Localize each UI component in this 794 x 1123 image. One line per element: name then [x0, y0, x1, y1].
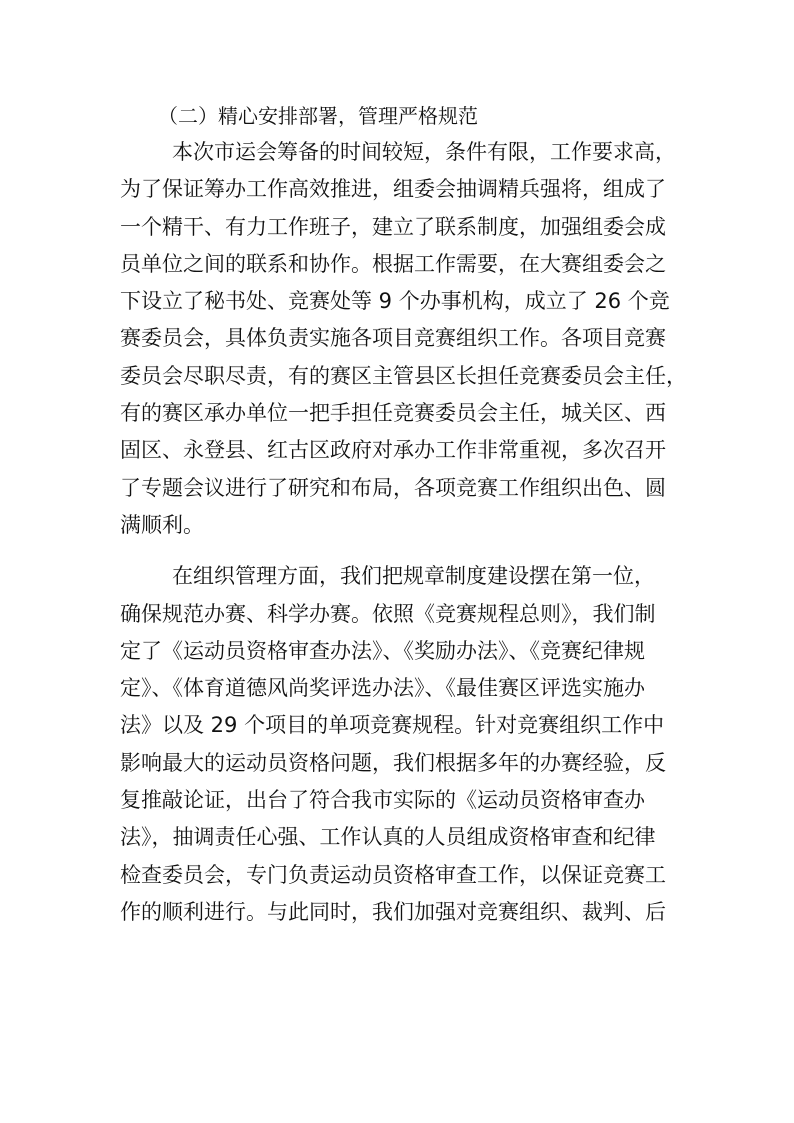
- paragraph-line: 定了《运动员资格审查办法》、《奖励办法》、《竞赛纪律规: [120, 638, 645, 663]
- paragraph-line: 一个精干、有力工作班子，建立了联系制度，加强组委会成: [120, 214, 666, 239]
- paragraph-line: 在组织管理方面，我们把规章制度建设摆在第一位，: [172, 564, 655, 589]
- paragraph-line: 员单位之间的联系和协作。根据工作需要，在大赛组委会之: [120, 251, 666, 276]
- paragraph-1: [120, 134, 695, 544]
- paragraph-line: 为了保证筹办工作高效推进，组委会抽调精兵强将，组成了: [120, 177, 666, 202]
- paragraph-line: 检查委员会，专门负责运动员资格审查工作，以保证竞赛工: [120, 862, 666, 887]
- section-heading: （二）精心安排部署，管理严格规范: [158, 104, 478, 128]
- paragraph-line: 影响最大的运动员资格问题，我们根据多年的办赛经验，反: [120, 750, 666, 775]
- paragraph-line: 满顺利。: [120, 512, 204, 537]
- paragraph-line: 法》，抽调责任心强、工作认真的人员组成资格审查和纪律: [120, 825, 656, 850]
- paragraph-2: [120, 558, 695, 931]
- paragraph-line: 赛委员会，具体负责实施各项目竞赛组织工作。各项目竞赛: [120, 326, 666, 351]
- paragraph-line: 了专题会议进行了研究和布局，各项竞赛工作组织出色、圆: [120, 475, 666, 500]
- paragraph-line: 本次市运会筹备的时间较短，条件有限，工作要求高，: [172, 140, 676, 164]
- paragraph-line: 确保规范办赛、科学办赛。依照《竞赛规程总则》，我们制: [120, 601, 656, 626]
- paragraph-line: 法》以及 29 个项目的单项竞赛规程。针对竞赛组织工作中: [120, 713, 665, 738]
- paragraph-line: 下设立了秘书处、竞赛处等 9 个办事机构，成立了 26 个竞: [120, 289, 670, 314]
- paragraph-line: 委员会尽职尽责，有的赛区主管县区长担任竞赛委员会主任，: [120, 363, 687, 388]
- document-page: [120, 98, 695, 931]
- paragraph-line: 定》、《体育道德风尚奖评选办法》、《最佳赛区评选实施办: [120, 676, 645, 701]
- paragraph-line: 固区、永登县、红古区政府对承办工作非常重视，多次召开: [120, 438, 666, 463]
- paragraph-line: 复推敲论证，出台了符合我市实际的《运动员资格审查办: [120, 788, 645, 813]
- paragraph-line: 有的赛区承办单位一把手担任竞赛委员会主任，城关区、西: [120, 401, 666, 426]
- paragraph-spacer: [120, 544, 695, 558]
- paragraph-line: 作的顺利进行。与此同时，我们加强对竞赛组织、裁判、后: [120, 899, 666, 924]
